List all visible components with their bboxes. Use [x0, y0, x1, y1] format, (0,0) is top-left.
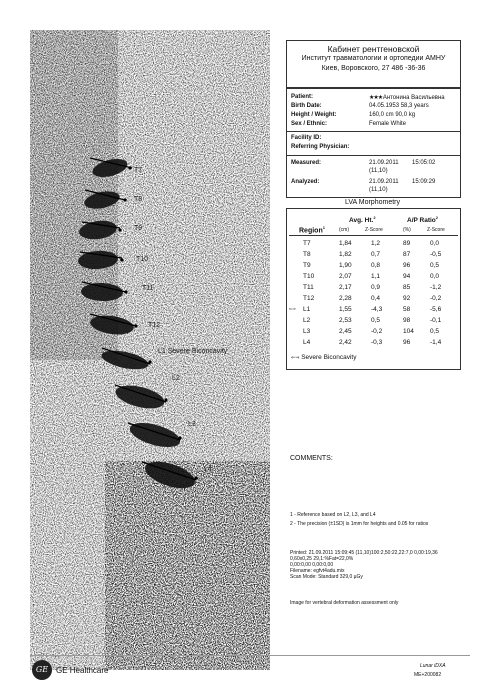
cell-avg-ht: 2,17	[339, 284, 352, 291]
vertebra-label-t12: T12	[148, 322, 161, 329]
facility-label: Facility ID:	[291, 135, 322, 141]
analyzed-date: 21.09.2011	[369, 179, 399, 185]
analyzed-label: Analyzed:	[291, 179, 320, 185]
cell-zscore-ht: 1,2	[371, 240, 381, 247]
sex-ethnic-label: Sex / Ethnic:	[291, 121, 328, 127]
institution-line-1: Кабинет рентгеновской	[327, 44, 420, 54]
institution-line-2: Институт травматологии и ортопедии АМНУ	[301, 55, 446, 62]
cell-avg-ht: 1,82	[339, 251, 352, 258]
device-id: ME+200082	[414, 672, 442, 678]
institution-line-3: Киев, Воровского, 27 486 -36-36	[321, 65, 426, 72]
birth-date-value: 04.05.1953 58,3 years	[369, 103, 429, 109]
cell-region: L2	[303, 317, 311, 324]
cell-avg-ht: 1,90	[339, 262, 352, 269]
image-usage-note: Image for vertebral deformation assessment only	[290, 600, 399, 606]
cell-zscore-ap: -1,2	[430, 284, 442, 291]
cell-ap-pct: 104	[403, 328, 414, 335]
measured-date: 21.09.2011	[369, 160, 399, 166]
cell-zscore-ap: -0,1	[430, 317, 442, 324]
vertebra-label-l3: L3	[188, 421, 196, 428]
cell-zscore-ht: 0,4	[371, 295, 381, 302]
cell-ap-pct: 92	[403, 295, 411, 302]
cell-region: L1	[303, 306, 311, 313]
cell-zscore-ap: -5,6	[430, 306, 442, 313]
ge-logo-icon: GE	[32, 660, 52, 680]
cell-zscore-ap: 0,5	[430, 328, 440, 335]
cell-avg-ht: 2,28	[339, 295, 352, 302]
biconcavity-marker-icon: ⇐⇒	[291, 355, 300, 361]
cell-region: L3	[303, 328, 311, 335]
institution-header	[286, 40, 461, 88]
vertebra-label-t9: T9	[134, 225, 143, 232]
footnote-2: 2 - The precision (±1SD) is 1mm for heights and 0.05 for ratios	[290, 521, 429, 527]
vertebra-label-t11: T11	[142, 285, 154, 292]
biconcavity-marker-icon: ⇐⇒	[289, 306, 296, 311]
cell-ap-pct: 96	[403, 339, 411, 346]
cell-zscore-ht: 0,7	[371, 251, 381, 258]
cell-avg-ht: 2,42	[339, 339, 352, 346]
cell-ap-pct: 94	[403, 273, 411, 280]
cell-region: L4	[303, 339, 311, 346]
divider	[287, 155, 460, 156]
cell-zscore-ap: -1,4	[430, 339, 442, 346]
sub-header-cm: (cm)	[339, 227, 349, 233]
cell-region: T8	[303, 251, 311, 258]
measured-code: (11,10)	[369, 168, 388, 174]
cell-avg-ht: 2,45	[339, 328, 352, 335]
spine-xray-image	[30, 30, 270, 670]
cell-avg-ht: 1,84	[339, 240, 352, 247]
cell-zscore-ht: 0,8	[371, 262, 381, 269]
referring-physician-label: Referring Physician:	[291, 144, 350, 150]
device-name: Lunar iDXA	[420, 663, 446, 669]
cell-zscore-ap: 0,0	[430, 240, 440, 247]
cell-region: T12	[303, 295, 315, 302]
footer-divider	[30, 655, 470, 656]
scan-info-line: Printed: 21.09.2011 15:09:45 (11,10)100:2,50:22,22:7,0 0,00:19,36	[290, 550, 438, 556]
birth-date-label: Birth Date:	[291, 103, 322, 109]
cell-ap-pct: 58	[403, 306, 411, 313]
patient-info-box	[286, 88, 461, 198]
measured-label: Measured:	[291, 160, 322, 166]
ge-healthcare-brand: GE Healthcare	[56, 666, 109, 675]
vertebra-label-l1: L1 Severe Biconcavity	[158, 348, 228, 355]
analyzed-time: 15:09:29	[412, 179, 436, 185]
redacted-mark: ★★★	[369, 95, 383, 101]
cell-zscore-ht: 0,5	[371, 317, 381, 324]
cell-zscore-ht: -0,3	[371, 339, 383, 346]
scan-info	[290, 550, 438, 580]
divider	[287, 131, 460, 132]
cell-zscore-ht: -0,2	[371, 328, 383, 335]
cell-ap-pct: 89	[403, 240, 411, 247]
cell-region: T10	[303, 273, 315, 280]
vertebra-label-t7: T7	[134, 167, 143, 174]
cell-zscore-ap: -0,5	[430, 251, 442, 258]
cell-zscore-ht: -4,3	[371, 306, 383, 313]
patient-label: Patient:	[291, 94, 314, 100]
cell-region: T9	[303, 262, 311, 269]
height-weight-label: Height / Weight:	[291, 112, 337, 118]
cell-avg-ht: 2,53	[339, 317, 352, 324]
sex-ethnic-value: Female White	[369, 121, 407, 127]
cell-region: T11	[303, 284, 314, 291]
scan-info-line: 0,60x0,25 29,1:%Fat=22,0%	[290, 556, 354, 562]
height-weight-value: 160,0 cm 90,0 kg	[369, 112, 416, 118]
measured-time: 15:05:02	[412, 160, 436, 166]
scan-info-line: Scan Mode: Standard 329,0 µGy	[290, 574, 363, 580]
vertebra-label-t8: T8	[134, 196, 143, 203]
morphometry-table	[286, 208, 461, 370]
sub-header-zscore-2: Z-Score	[427, 227, 445, 233]
col-header-region: Region$^1$	[299, 225, 325, 235]
cell-avg-ht: 1,55	[339, 306, 352, 313]
col-header-ap-ratio: A/P Ratio$^2$	[407, 215, 439, 225]
sub-header-pct: (%)	[403, 227, 411, 233]
col-header-avg-ht: Avg. Ht.$^2$	[349, 215, 376, 225]
cell-zscore-ht: 0,9	[371, 284, 381, 291]
cell-ap-pct: 85	[403, 284, 411, 291]
legend-severe-biconcavity: ⇐⇒ Severe Biconcavity	[291, 354, 357, 361]
cell-ap-pct: 87	[403, 251, 411, 258]
comments-label: COMMENTS:	[290, 455, 333, 462]
footnote-1: 1 - Reference based on L2, L3, and L4	[290, 512, 376, 518]
vertebra-label-l4: L4	[204, 466, 212, 473]
scan-info-line: 0,00:0,00 0,00:0,00	[290, 562, 334, 568]
cell-zscore-ap: 0,0	[430, 273, 440, 280]
scan-info-line: Filename: egfvt4adu.mix	[290, 568, 345, 574]
cell-zscore-ap: 0,5	[430, 262, 440, 269]
morphometry-title: LVA Morphometry	[345, 199, 400, 206]
patient-name: ★★★ Антонина Васильевна	[369, 95, 445, 101]
vertebra-label-t10: T10	[136, 256, 149, 263]
sub-header-zscore-1: Z-Score	[365, 227, 383, 233]
cell-ap-pct: 96	[403, 262, 411, 269]
vertebra-label-l2: L2	[172, 375, 180, 382]
header-divider	[289, 235, 458, 236]
cell-region: T7	[303, 240, 311, 247]
analyzed-code: (11,10)	[369, 187, 388, 193]
cell-ap-pct: 98	[403, 317, 411, 324]
cell-zscore-ht: 1,1	[371, 273, 381, 280]
cell-avg-ht: 2,07	[339, 273, 352, 280]
cell-zscore-ap: -0,2	[430, 295, 442, 302]
